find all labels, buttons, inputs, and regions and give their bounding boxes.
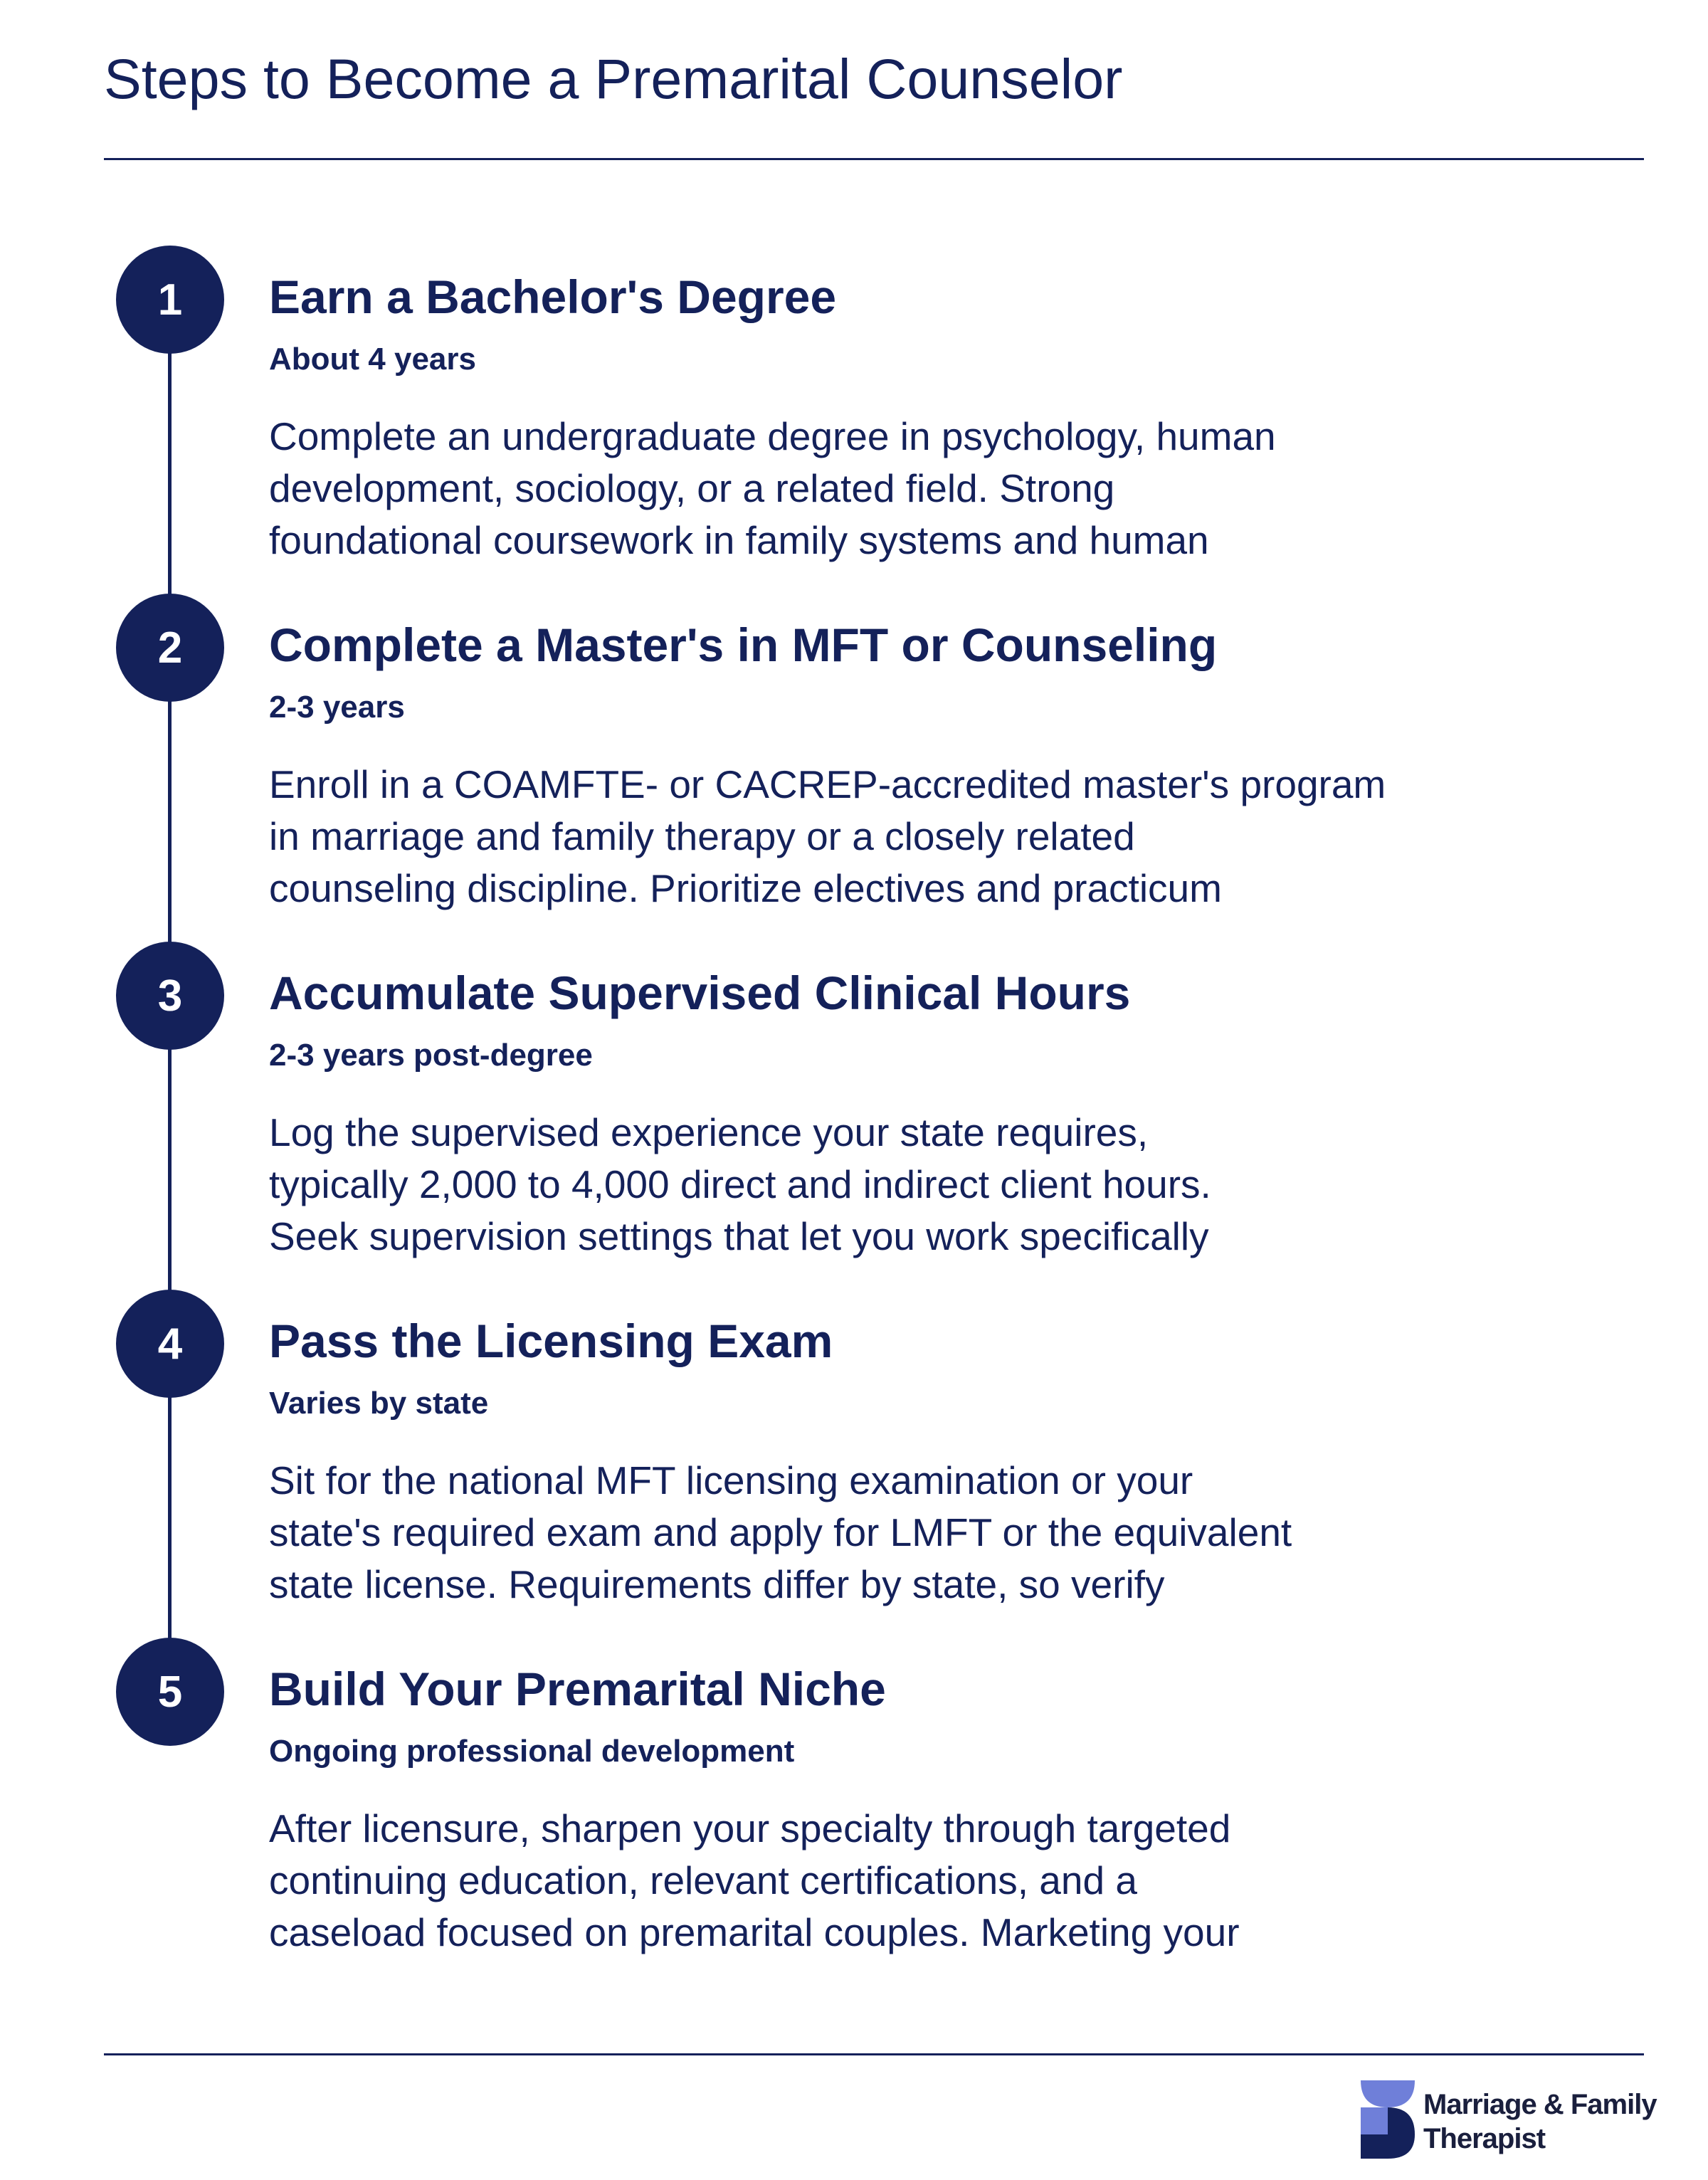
page-title: Steps to Become a Premarital Counselor: [104, 47, 1123, 110]
step-3: [0, 942, 1708, 1269]
step-number-badge: 4: [116, 1290, 224, 1398]
step-description: Log the supervised experience your state requires, typically 2,000 to 4,000 direct and indirect client hours. Seek supervision settings that let you work specifically: [269, 1110, 1211, 1258]
step-description: After licensure, sharpen your specialty through targeted continuing education, relevant certifications, and a caseload focused on premarital couples. Marketing your: [269, 1806, 1240, 1954]
step-number-badge: 5: [116, 1638, 224, 1746]
footer-divider: [104, 2053, 1644, 2055]
step-duration: 2-3 years: [269, 690, 405, 725]
step-duration: About 4 years: [269, 342, 476, 377]
step-duration: 2-3 years post-degree: [269, 1038, 593, 1073]
step-heading: Accumulate Supervised Clinical Hours: [269, 967, 1131, 1019]
step-heading: Build Your Premarital Niche: [269, 1663, 886, 1715]
step-2: [0, 594, 1708, 921]
step-description: Sit for the national MFT licensing examination or your state's required exam and apply for LMFT or the equivalent state license. Requirements differ by state, so verify: [269, 1458, 1292, 1606]
step-4: [0, 1290, 1708, 1617]
step-heading: Complete a Master's in MFT or Counseling: [269, 618, 1218, 671]
site-logo: [1361, 2080, 1657, 2159]
step-number-badge: 1: [116, 246, 224, 354]
step-duration: Ongoing professional development: [269, 1734, 795, 1769]
header-divider: [104, 158, 1644, 160]
step-number-badge: 2: [116, 594, 224, 702]
logo-text: Marriage & Family Therapist: [1423, 2089, 1657, 2154]
step-number-badge: 3: [116, 942, 224, 1050]
logo-mark-icon: [1361, 2080, 1415, 2159]
step-duration: Varies by state: [269, 1386, 489, 1421]
step-1: [0, 246, 1708, 573]
step-description: Enroll in a COAMFTE- or CACREP-accredited master's program in marriage and family therapy or a closely related counseling discipline. Prioritize electives and practicum: [269, 762, 1386, 910]
step-description: Complete an undergraduate degree in psychology, human development, sociology, or a related field. Strong foundational coursework in family systems and human: [269, 414, 1276, 562]
step-heading: Pass the Licensing Exam: [269, 1315, 833, 1367]
step-heading: Earn a Bachelor's Degree: [269, 270, 837, 323]
step-5: [0, 1638, 1708, 1965]
